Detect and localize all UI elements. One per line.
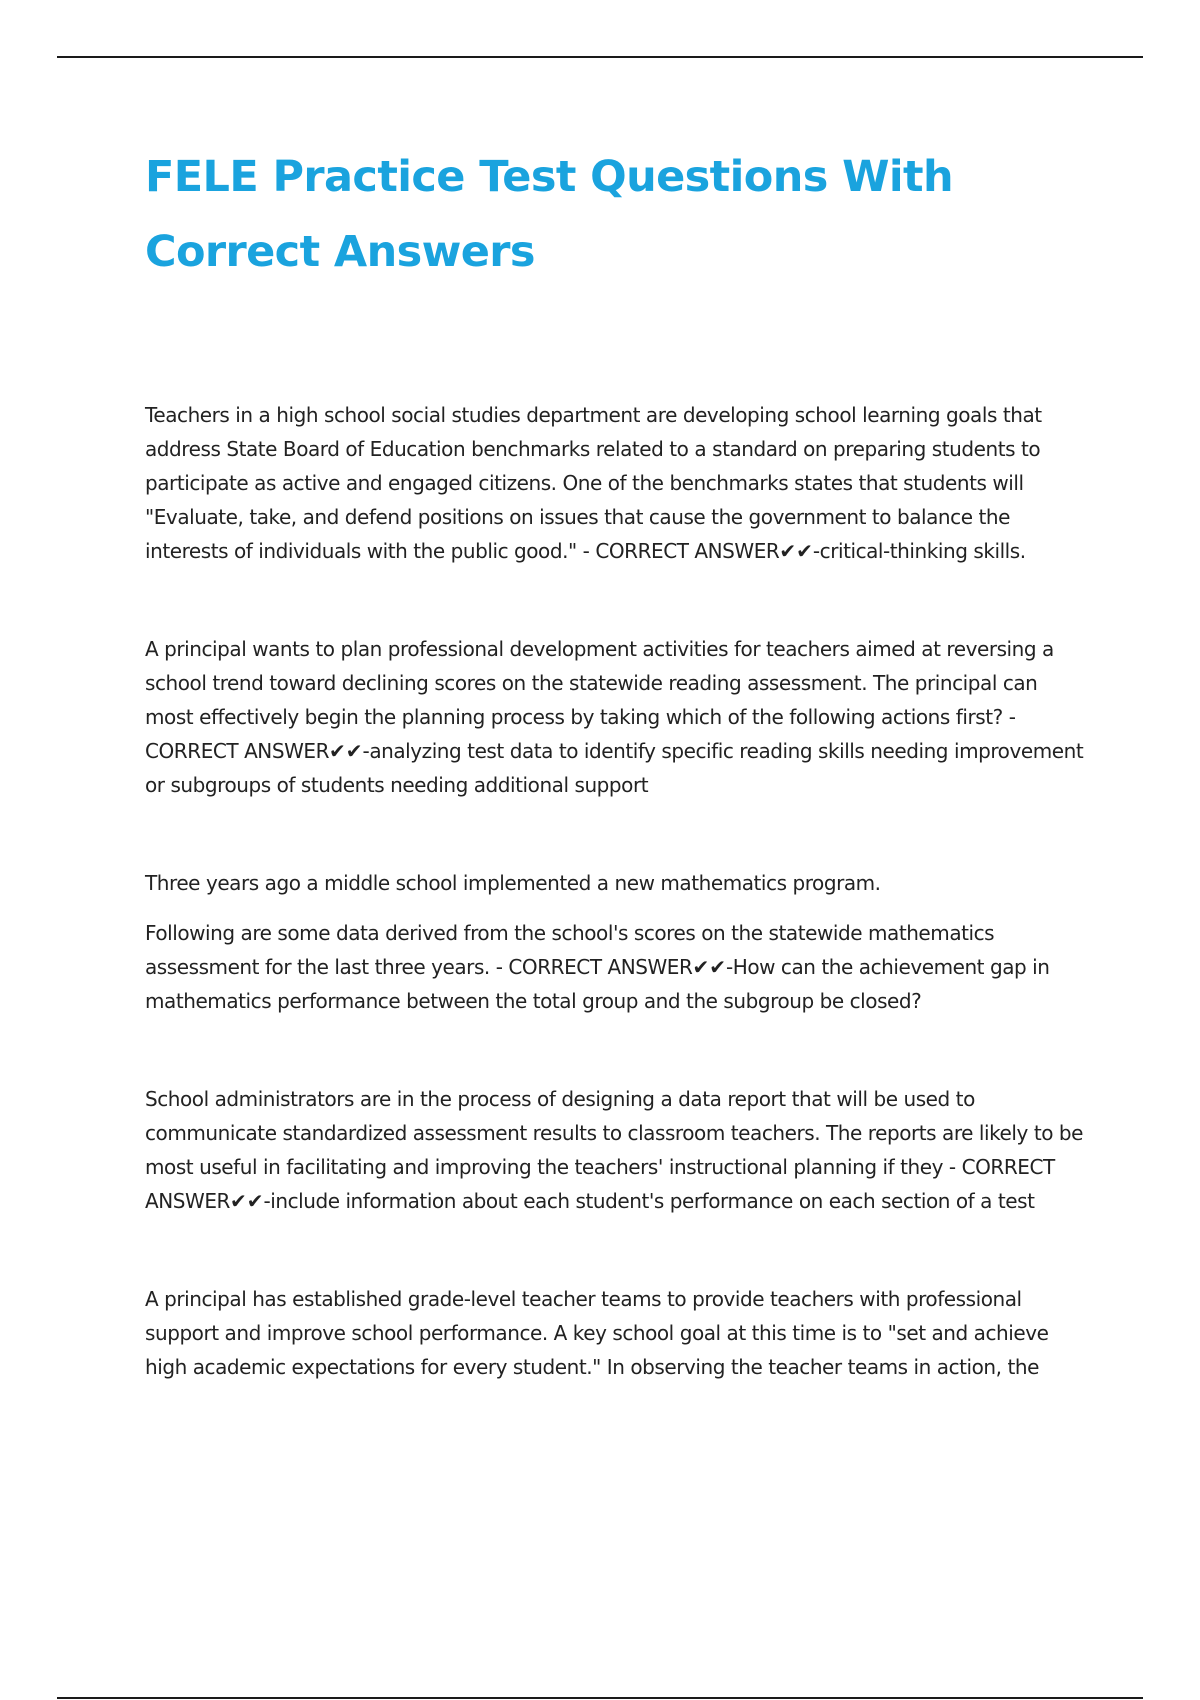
qa-item (145, 1282, 1090, 1384)
question-text: Teachers in a high school social studies department are developing school learning goals that address State Board of Education benchmarks related to a standard on preparing students to participate as active and engaged citizens. One of the benchmarks states that students will "Evaluate, take, and defend positions on issues that cause the government to balance the interests of individuals with the public good." - CORRECT ANSWER (145, 403, 1042, 563)
top-rule (57, 56, 1143, 58)
checkmark-icon: ✔✔ (692, 955, 726, 979)
qa-paragraph (145, 1282, 1090, 1384)
question-text: A principal has established grade-level teacher teams to provide teachers with professional support and improve school performance. A key school goal at this time is to "set and achieve high academic expectations for every student." In observing the teacher teams in action, the (145, 1287, 1049, 1379)
document-body (145, 398, 1090, 1448)
qa-item (145, 866, 1090, 1018)
qa-paragraph (145, 632, 1090, 802)
bottom-rule (57, 1697, 1143, 1699)
question-text: Following are some data derived from the school's scores on the statewide mathematics assessment for the last three years. - CORRECT ANSWER (145, 921, 995, 979)
checkmark-icon: ✔✔ (229, 1189, 264, 1213)
checkmark-icon: ✔✔ (329, 739, 363, 763)
answer-text: -How can the achievement gap in mathematics performance between the total group and the subgroup be closed? (145, 955, 1050, 1013)
qa-item (145, 632, 1090, 802)
qa-paragraph (145, 1082, 1090, 1218)
checkmark-icon: ✔✔ (779, 539, 813, 563)
answer-text: -analyzing test data to identify specific reading skills needing improvement or subgroups of students needing additional support (145, 739, 1084, 797)
document-title: FELE Practice Test Questions With Correct Answers (145, 152, 954, 277)
qa-item (145, 1082, 1090, 1218)
answer-text: -include information about each student's performance on each section of a test (263, 1189, 1035, 1213)
answer-text: -critical-thinking skills. (812, 539, 1026, 563)
qa-intro-paragraph: Three years ago a middle school implemented a new mathematics program. (145, 871, 881, 895)
qa-paragraph (145, 398, 1090, 568)
question-text: School administrators are in the process of designing a data report that will be used to communicate standardized assessment results to classroom teachers. The reports are likely to be most useful in facilitating and improving the teachers' instructional planning if they - CORRECT ANSWER (145, 1087, 1084, 1213)
qa-item (145, 398, 1090, 568)
question-text: A principal wants to plan professional development activities for teachers aimed at reversing a school trend toward declining scores on the statewide reading assessment. The principal can most effectively begin the planning process by taking which of the following actions first? - CORRECT ANSWER (145, 637, 1054, 763)
qa-paragraph (145, 916, 1090, 1018)
